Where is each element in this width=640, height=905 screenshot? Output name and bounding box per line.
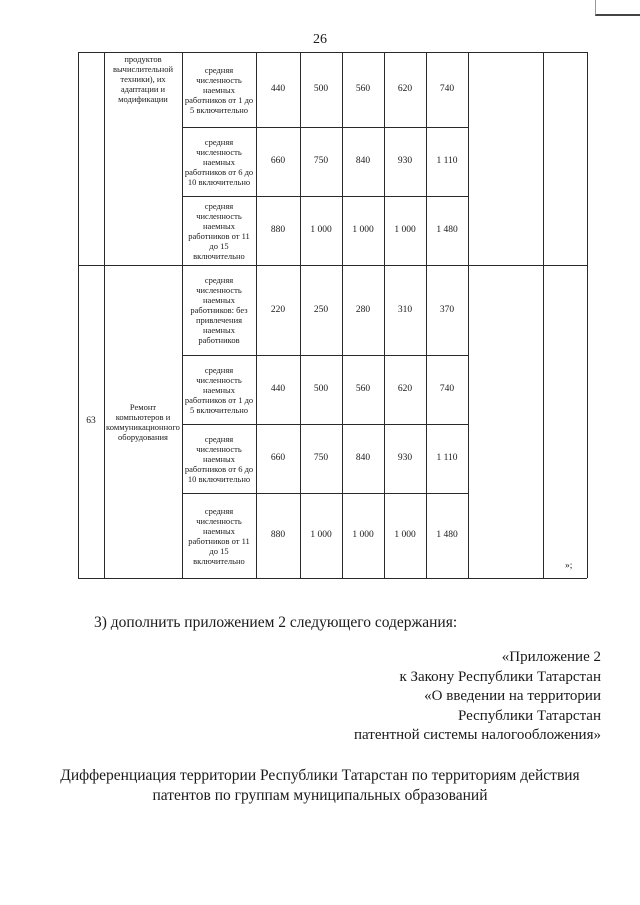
patent-value: 1 480 <box>436 530 458 541</box>
section-title <box>0 766 640 806</box>
patent-value: 620 <box>397 84 413 95</box>
corner-mark <box>595 0 640 16</box>
condition-label: средняя численность наемных работников от 1 до 5 включительно <box>184 64 254 115</box>
appendix-heading-line: «Приложение 2 <box>501 649 601 665</box>
table-vertical-rule <box>384 52 385 578</box>
patent-value: 930 <box>397 453 413 464</box>
row-number: 63 <box>86 416 96 427</box>
patent-value: 440 <box>270 84 286 95</box>
patent-value: 440 <box>270 384 286 395</box>
patent-value: 750 <box>313 156 329 167</box>
patent-value: 740 <box>439 384 455 395</box>
table-vertical-rule <box>543 52 544 578</box>
appendix-heading-line: к Закону Республики Татарстан <box>399 668 601 685</box>
appendix-heading <box>301 648 601 746</box>
condition-label: средняя численность наемных работников от 11 до 15 включительно <box>188 505 250 566</box>
condition-label: средняя численность наемных работников от 1 до 5 включительно <box>184 364 254 415</box>
patent-value: 310 <box>397 304 413 315</box>
activity-name: продуктов вычислительной техники), их адаптации и модификации <box>112 54 174 104</box>
patent-value: 250 <box>313 304 329 315</box>
page-number: 26 <box>313 32 327 47</box>
patent-value: 500 <box>313 84 329 95</box>
patent-value: 840 <box>355 453 371 464</box>
table-vertical-rule <box>104 52 105 578</box>
patent-value: 880 <box>270 530 286 541</box>
table-vertical-rule <box>342 52 343 578</box>
table-vertical-rule <box>587 52 588 578</box>
patent-value: 880 <box>270 225 286 236</box>
appendix-heading-line: «О введении на территории <box>424 688 601 704</box>
section-title-line: Дифференциация территории Республики Татарстан по территориям действия <box>60 767 580 784</box>
patent-value: 740 <box>439 84 455 95</box>
patent-value: 1 000 <box>310 530 332 541</box>
patent-value: 370 <box>439 304 455 315</box>
patent-value: 1 000 <box>352 225 374 236</box>
appendix-heading-line: патентной системы налогообложения» <box>353 727 601 743</box>
patent-value: 1 000 <box>310 225 332 236</box>
patent-value: 660 <box>270 453 286 464</box>
closing-quote-mark: »; <box>565 560 573 571</box>
table-vertical-rule <box>182 52 183 578</box>
patent-value: 660 <box>270 156 286 167</box>
condition-label: средняя численность наемных работников: без привлечения наемных работников <box>190 275 248 345</box>
table-horizontal-rule <box>78 578 587 579</box>
patent-value: 500 <box>313 384 329 395</box>
patent-value: 1 000 <box>352 530 374 541</box>
patent-value: 1 110 <box>436 453 458 464</box>
table-vertical-rule <box>78 52 79 578</box>
amendment-paragraph: 3) дополнить приложением 2 следующего содержания: <box>94 614 458 631</box>
patent-value: 220 <box>270 304 286 315</box>
patent-value: 1 000 <box>394 225 416 236</box>
condition-label: средняя численность наемных работников от 6 до 10 включительно <box>184 136 254 187</box>
patent-value: 1 000 <box>394 530 416 541</box>
patent-value: 560 <box>355 384 371 395</box>
table-vertical-rule <box>300 52 301 578</box>
table-vertical-rule <box>468 52 469 578</box>
table-vertical-rule <box>426 52 427 578</box>
table-vertical-rule <box>256 52 257 578</box>
patent-value: 280 <box>355 304 371 315</box>
activity-name: Ремонт компьютеров и коммуникационного оборудования <box>106 401 180 442</box>
patent-value: 560 <box>355 84 371 95</box>
patent-value-table <box>78 52 587 580</box>
patent-value: 1 480 <box>436 225 458 236</box>
patent-value: 840 <box>355 156 371 167</box>
section-title-line: патентов по группам муниципальных образований <box>152 787 488 804</box>
patent-value: 930 <box>397 156 413 167</box>
condition-label: средняя численность наемных работников от 11 до 15 включительно <box>188 200 250 261</box>
patent-value: 1 110 <box>436 156 458 167</box>
patent-value: 620 <box>397 384 413 395</box>
patent-value: 750 <box>313 453 329 464</box>
condition-label: средняя численность наемных работников от 6 до 10 включительно <box>184 433 254 484</box>
appendix-heading-line: Республики Татарстан <box>457 707 601 724</box>
